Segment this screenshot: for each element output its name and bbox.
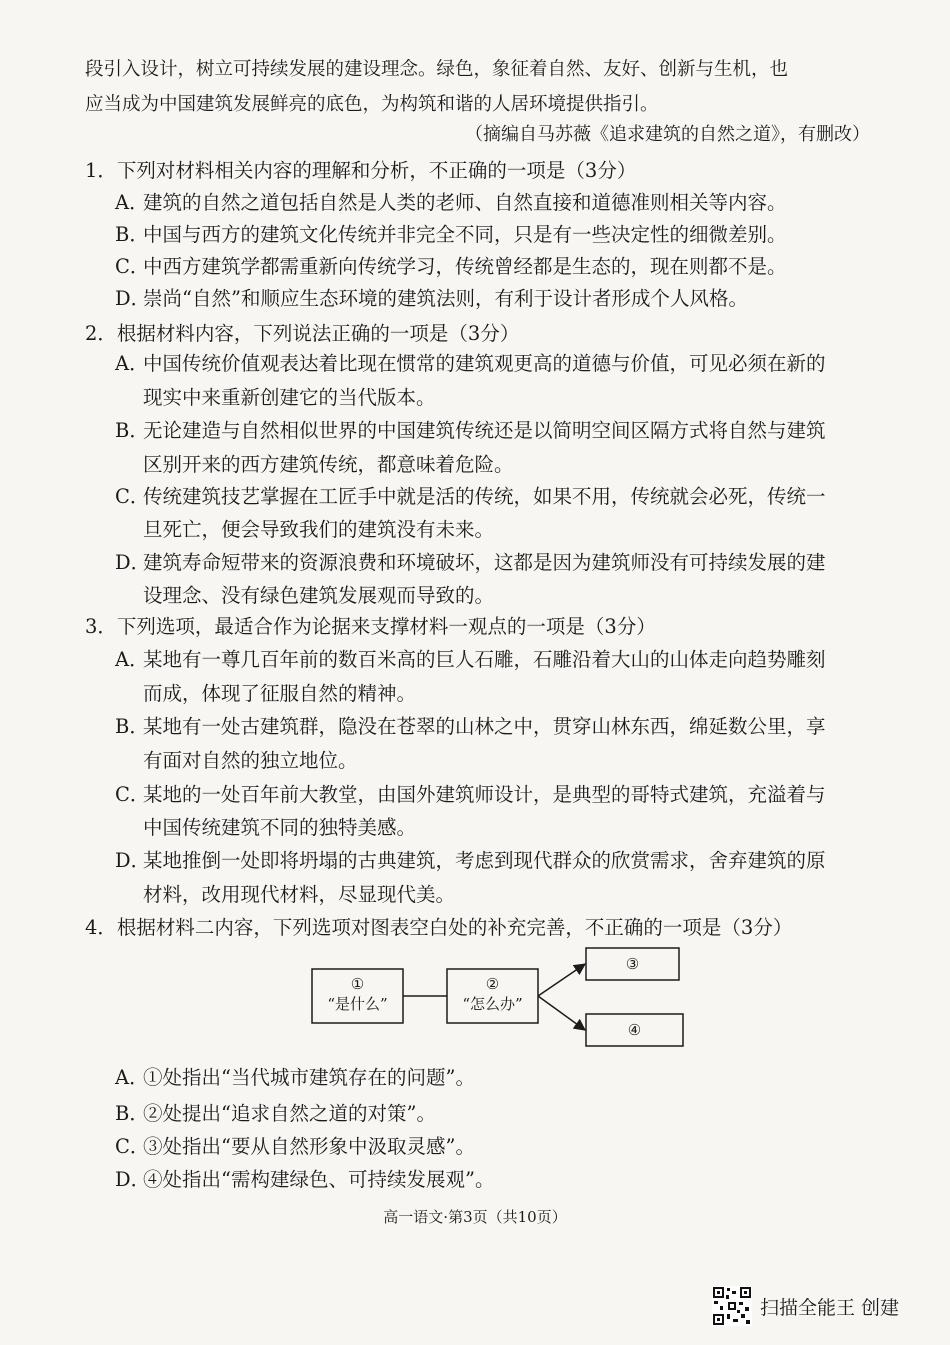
question-3-option-d-cont: 材料，改用现代材料，尽显现代美。 <box>143 883 456 906</box>
question-2-option-a[interactable]: A．中国传统价值观表达着比现在惯常的建筑观更高的道德与价值，可见必须在新的 <box>115 352 826 375</box>
question-2-option-a-cont: 现实中来重新创建它的当代版本。 <box>143 386 436 409</box>
question-3-option-a-cont: 而成，体现了征服自然的精神。 <box>143 682 417 705</box>
intro-source: （摘编自马苏薇《追求建筑的自然之道》，有删改） <box>465 124 870 145</box>
arrow-to-box-4 <box>538 996 585 1030</box>
scanner-watermark <box>712 1286 899 1326</box>
question-2-option-d-cont: 设理念、没有绿色建筑发展观而导致的。 <box>143 584 495 607</box>
question-2-option-b-cont: 区别开来的西方建筑传统，都意味着危险。 <box>143 453 514 476</box>
box-2-label: ② “怎么办” <box>462 975 523 1013</box>
question-2-option-c-cont: 旦死亡，便会导致我们的建筑没有未来。 <box>143 518 495 541</box>
question-2-option-c[interactable]: C．传统建筑技艺掌握在工匠手中就是活的传统，如果不用，传统就会必死，传统一 <box>115 485 826 508</box>
question-1-option-d[interactable]: D．崇尚“自然”和顺应生态环境的建筑法则，有利于设计者形成个人风格。 <box>115 287 748 310</box>
question-4-stem: 4．根据材料二内容，下列选项对图表空白处的补充完善，不正确的一项是（3分） <box>85 916 793 939</box>
arrow-to-box-3 <box>538 964 585 996</box>
page-footer: 高一语文·第3页（共10页） <box>383 1208 567 1226</box>
question-4-option-a[interactable]: A．①处指出“当代城市建筑存在的问题”。 <box>115 1066 475 1089</box>
structure-diagram <box>300 940 700 1055</box>
question-3-option-c-cont: 中国传统建筑不同的独特美感。 <box>143 816 417 839</box>
question-4-option-d[interactable]: D．④处指出“需构建绿色、可持续发展观”。 <box>115 1168 495 1191</box>
question-1-option-a[interactable]: A．建筑的自然之道包括自然是人类的老师、自然直接和道德准则相关等内容。 <box>115 191 787 214</box>
question-4-option-b[interactable]: B．②处提出“追求自然之道的对策”。 <box>115 1102 436 1125</box>
question-1-option-c[interactable]: C．中西方建筑学都需重新向传统学习，传统曾经都是生态的，现在则都不是。 <box>115 255 787 278</box>
question-4-option-c[interactable]: C．③处指出“要从自然形象中汲取灵感”。 <box>115 1135 475 1158</box>
box-4-label: ④ <box>627 1021 642 1039</box>
box-3-label: ③ <box>625 955 640 973</box>
question-2-option-b[interactable]: B．无论建造与自然相似世界的中国建筑传统还是以简明空间区隔方式将自然与建筑 <box>115 419 826 442</box>
scanner-text: 扫描全能王 创建 <box>760 1296 900 1319</box>
question-2-stem: 2．根据材料内容，下列说法正确的一项是（3分） <box>85 322 520 345</box>
question-1-stem: 1．下列对材料相关内容的理解和分析，不正确的一项是（3分） <box>85 159 637 182</box>
qr-code-icon <box>712 1286 752 1326</box>
box-1-label: ① “是什么” <box>327 975 388 1013</box>
question-3-option-d[interactable]: D．某地推倒一处即将坍塌的古典建筑，考虑到现代群众的欣赏需求，舍弃建筑的原 <box>115 849 826 872</box>
question-2-option-d[interactable]: D．建筑寿命短带来的资源浪费和环境破坏，这都是因为建筑师没有可持续发展的建 <box>115 551 826 574</box>
intro-line-1: 段引入设计，树立可持续发展的建设理念。绿色，象征着自然、友好、创新与生机，也 <box>85 59 789 80</box>
question-3-stem: 3．下列选项，最适合作为论据来支撑材料一观点的一项是（3分） <box>85 615 656 638</box>
intro-line-2: 应当成为中国建筑发展鲜亮的底色，为构筑和谐的人居环境提供指引。 <box>85 94 659 115</box>
question-3-option-b-cont: 有面对自然的独立地位。 <box>143 749 358 772</box>
question-3-option-b[interactable]: B．某地有一处古建筑群，隐没在苍翠的山林之中，贯穿山林东西，绵延数公里，享 <box>115 715 826 738</box>
question-3-option-a[interactable]: A．某地有一尊几百年前的数百米高的巨人石雕，石雕沿着大山的山体走向趋势雕刻 <box>115 648 826 671</box>
question-3-option-c[interactable]: C．某地的一处百年前大教堂，由国外建筑师设计，是典型的哥特式建筑，充溢着与 <box>115 783 826 806</box>
question-1-option-b[interactable]: B．中国与西方的建筑文化传统并非完全不同，只是有一些决定性的细微差别。 <box>115 223 787 246</box>
